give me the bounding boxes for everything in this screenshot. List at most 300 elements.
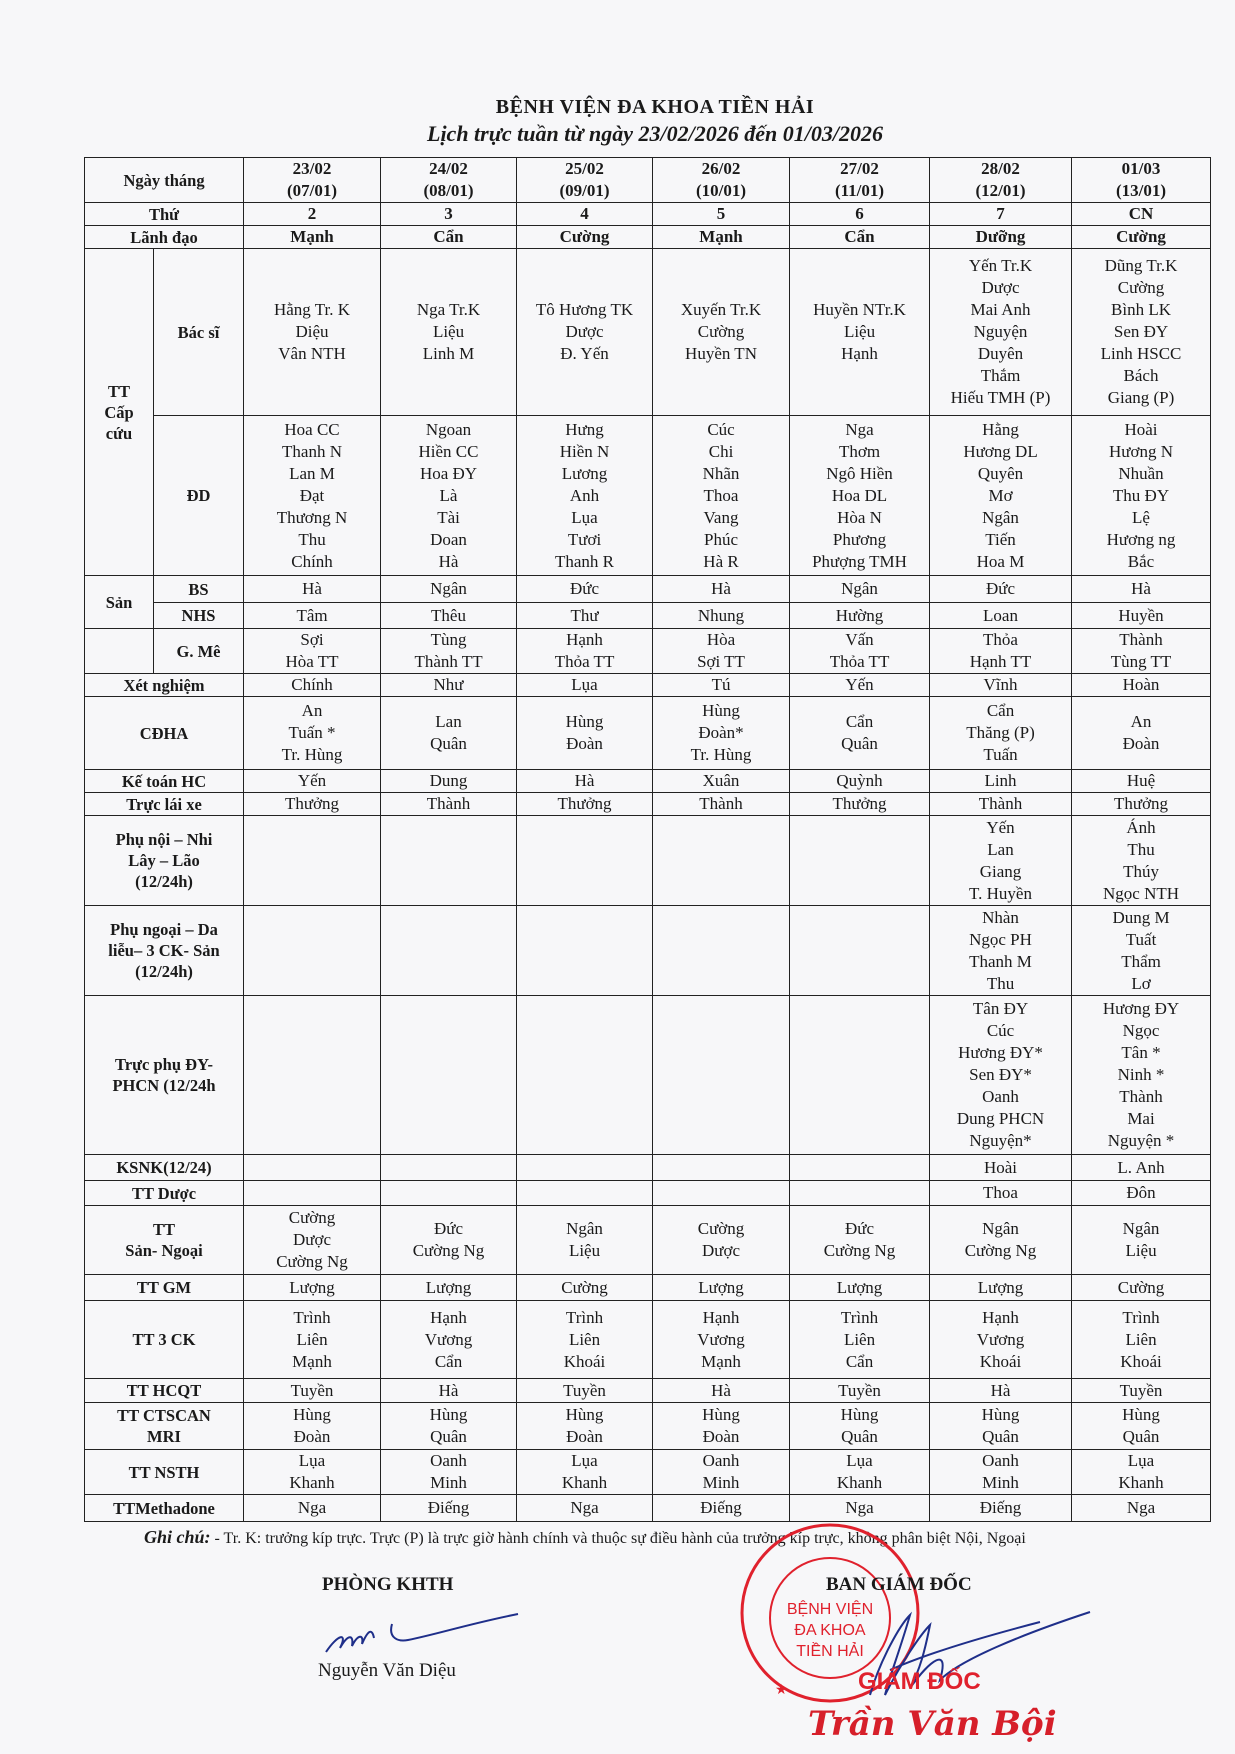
staff-name: Hòa TT [285, 652, 339, 671]
staff-name: 7 [996, 204, 1005, 223]
staff-name: Hùng [429, 1405, 468, 1424]
schedule-cell [517, 1206, 653, 1275]
staff-name: Lương [561, 463, 608, 483]
staff-name: Phương [832, 529, 887, 549]
schedule-cell [244, 158, 381, 203]
staff-name: Điếng [979, 1498, 1022, 1517]
staff-name: Cẩn [844, 227, 875, 246]
schedule-row-phu-noi-nhi-lay-lao-12-24h [85, 816, 1211, 906]
schedule-cell [1072, 1155, 1211, 1181]
staff-name: 3 [444, 204, 453, 223]
row-label [85, 816, 244, 906]
staff-name: Khoái [563, 1351, 606, 1371]
row-label [85, 697, 244, 770]
staff-name: Dung PHCN [956, 1109, 1045, 1128]
staff-name: Lượng [836, 1277, 883, 1297]
schedule-cell [930, 226, 1072, 249]
director-name: Trần Văn Bội [808, 1704, 1057, 1744]
dept-heading: PHÒNG KHTH [322, 1574, 454, 1595]
schedule-cell [244, 1450, 381, 1495]
schedule-cell [790, 249, 930, 416]
schedule-cell [1072, 816, 1211, 906]
duty-schedule-table [84, 157, 1211, 1522]
staff-name: Khanh [561, 1473, 608, 1492]
schedule-title: Lịch trực tuần từ ngày 23/02/2026 đến 01/03/2026 [427, 121, 883, 146]
schedule-cell [930, 1450, 1072, 1495]
staff-name: Hùng [1122, 1405, 1160, 1424]
staff-name: Cẩn [986, 701, 1015, 720]
staff-name: Tươi [567, 529, 602, 549]
staff-name: Ánh [1126, 817, 1156, 837]
schedule-cell [244, 1495, 381, 1522]
staff-name: Phượng TMH [812, 551, 907, 571]
staff-name: Lụa [298, 1451, 326, 1470]
dept-signature [318, 1604, 538, 1660]
staff-name: Thành TT [414, 652, 483, 671]
row-label-line: (12/24h) [135, 872, 193, 891]
schedule-cell [381, 906, 517, 996]
staff-name: Liệu [568, 1241, 601, 1260]
staff-name: Lượng [289, 1277, 335, 1297]
staff-name: Hương DL [963, 441, 1038, 461]
staff-name: 2 [307, 204, 317, 223]
schedule-row-g-me [85, 629, 1211, 674]
staff-name: Đức [844, 1219, 875, 1238]
staff-name: Yến [297, 771, 327, 790]
row-label [85, 226, 244, 249]
schedule-cell [381, 1450, 517, 1495]
staff-name: Hằng [982, 419, 1019, 439]
schedule-cell [653, 249, 790, 416]
schedule-cell [1072, 996, 1211, 1155]
row-label-line: G. Mê [176, 641, 221, 661]
schedule-cell [517, 1450, 653, 1495]
staff-name: Hoa CC [284, 419, 340, 439]
schedule-row-phu-ngoai-da-lieu-3-ck-san-12-24h [85, 906, 1211, 996]
schedule-row-tt-3-ck [85, 1301, 1211, 1379]
staff-name: Oanh [982, 1087, 1019, 1106]
row-label-line: NHS [181, 606, 216, 625]
staff-name: Dược [702, 1241, 741, 1260]
staff-name: Lệ [1132, 507, 1150, 527]
staff-name: Hoài [983, 1157, 1018, 1177]
staff-name: Thành [699, 794, 743, 813]
staff-name: Hoa M [976, 551, 1025, 571]
schedule-cell [1072, 249, 1211, 416]
schedule-cell [790, 1275, 930, 1301]
staff-name: Thư [570, 605, 599, 625]
staff-name: Là [439, 485, 458, 505]
row-label [154, 576, 244, 603]
row-label [85, 1155, 244, 1181]
staff-name: Lụa [571, 507, 598, 527]
staff-name: Anh [569, 485, 600, 505]
row-label-line: PHCN (12/24h [112, 1076, 216, 1095]
schedule-row-bac-si [85, 249, 1211, 416]
staff-name: Quỳnh [836, 771, 883, 790]
schedule-cell [1072, 158, 1211, 203]
row-label [85, 770, 244, 793]
staff-name: Ninh * [1117, 1065, 1165, 1084]
schedule-cell [517, 249, 653, 416]
staff-name: Linh [984, 771, 1017, 790]
schedule-cell [244, 1155, 381, 1181]
schedule-cell [790, 576, 930, 603]
schedule-cell [517, 1181, 653, 1206]
schedule-cell [653, 1450, 790, 1495]
schedule-cell [790, 1181, 930, 1206]
staff-name: Liệu [1125, 1241, 1157, 1260]
schedule-cell [790, 697, 930, 770]
staff-name: Sen ĐY* [969, 1065, 1032, 1084]
staff-name: Hạnh [702, 1307, 740, 1327]
staff-name: Hương ĐY [1102, 999, 1180, 1018]
staff-name: Diệu [295, 322, 329, 341]
row-label-line: Lãnh đạo [130, 227, 198, 247]
staff-name: Hưng [565, 419, 604, 439]
staff-name: Thỏa TT [829, 652, 890, 671]
staff-name: Lan [987, 839, 1014, 859]
schedule-cell [517, 697, 653, 770]
schedule-row-tt-ctscan-mri [85, 1403, 1211, 1450]
schedule-cell [653, 1206, 790, 1275]
schedule-cell [517, 1275, 653, 1301]
staff-name: Huệ [1126, 771, 1156, 790]
staff-name: Ngọc NTH [1103, 883, 1180, 903]
staff-name: (13/01) [1115, 181, 1167, 200]
schedule-cell [381, 416, 517, 576]
schedule-cell [1072, 674, 1211, 697]
schedule-cell [653, 1379, 790, 1403]
schedule-cell [244, 816, 381, 906]
staff-name: Lượng [977, 1277, 1024, 1297]
group-label [85, 576, 154, 629]
row-label [85, 996, 244, 1155]
staff-name: 6 [855, 204, 864, 223]
schedule-cell [517, 906, 653, 996]
staff-name: Liên [1125, 1329, 1157, 1349]
schedule-row-ke-toan-hc [85, 770, 1211, 793]
staff-name: Tân * [1121, 1043, 1161, 1062]
staff-name: Đức [433, 1219, 464, 1238]
staff-name: Thúy [1123, 861, 1159, 881]
schedule-cell [517, 158, 653, 203]
row-label [85, 1301, 244, 1379]
staff-name: Liên [568, 1329, 601, 1349]
schedule-cell [1072, 1450, 1211, 1495]
staff-name: Hường [835, 605, 884, 625]
staff-name: 25/02 [565, 159, 604, 178]
staff-name: Bách [1123, 366, 1159, 385]
staff-name: Khanh [1118, 1473, 1164, 1492]
schedule-cell [517, 793, 653, 816]
schedule-cell [790, 603, 930, 629]
row-label [85, 674, 244, 697]
staff-name: Trình [1122, 1307, 1160, 1327]
schedule-cell [1072, 203, 1211, 226]
schedule-cell [1072, 1379, 1211, 1403]
group-label-line: cứu [105, 423, 133, 443]
staff-name: Nguyện [973, 322, 1028, 341]
staff-name: Hùng [840, 1405, 879, 1424]
staff-name: Nhàn [982, 907, 1019, 927]
staff-name: Nga Tr.K [416, 300, 481, 319]
staff-name: (12/01) [975, 181, 1026, 200]
schedule-cell [653, 1301, 790, 1379]
schedule-cell [653, 629, 790, 674]
staff-name: Hà [1131, 579, 1151, 598]
schedule-cell [930, 203, 1072, 226]
board-heading: BAN GIÁM ĐỐC [826, 1574, 972, 1595]
schedule-cell [653, 603, 790, 629]
row-label-line: (12/24h) [135, 962, 193, 981]
staff-name: Nga [845, 419, 874, 439]
staff-name: Hòa N [837, 507, 882, 527]
row-label-line: MRI [147, 1427, 181, 1446]
schedule-cell [790, 674, 930, 697]
staff-name: Tài [437, 507, 460, 527]
staff-name: Nhãn [702, 463, 740, 483]
row-label [154, 416, 244, 576]
staff-name: Dũng Tr.K [1104, 256, 1178, 275]
schedule-cell [790, 1155, 930, 1181]
schedule-cell [244, 576, 381, 603]
staff-name: Thành [978, 794, 1023, 813]
row-label [154, 629, 244, 674]
staff-name: Lụa [846, 1451, 873, 1470]
staff-name: Yến [986, 817, 1015, 837]
staff-name: Thỏa TT [554, 652, 615, 671]
staff-name: Lan M [289, 463, 335, 483]
schedule-row-ngay-thang [85, 158, 1211, 203]
staff-name: Trình [840, 1307, 879, 1327]
staff-name: Dung [429, 771, 468, 790]
schedule-row-truc-lai-xe [85, 793, 1211, 816]
schedule-cell [1072, 906, 1211, 996]
schedule-cell [930, 793, 1072, 816]
staff-name: Linh M [422, 344, 475, 363]
schedule-cell [1072, 1301, 1211, 1379]
schedule-cell [244, 203, 381, 226]
staff-name: Tô Hương TK [535, 300, 634, 319]
staff-name: Hùng [981, 1405, 1020, 1424]
schedule-cell [790, 629, 930, 674]
stamp-line-1: BỆNH VIỆN [786, 1601, 874, 1618]
row-label-line: TT HCQT [126, 1381, 202, 1400]
schedule-cell [381, 996, 517, 1155]
staff-name: Thăng (P) [966, 723, 1035, 742]
schedule-cell [1072, 576, 1211, 603]
schedule-cell [244, 697, 381, 770]
staff-name: Huyền NTr.K [813, 300, 906, 319]
schedule-row-tt-san-ngoai [85, 1206, 1211, 1275]
schedule-cell [244, 1275, 381, 1301]
staff-name: (10/01) [695, 181, 747, 200]
schedule-cell [653, 1181, 790, 1206]
staff-name: Mơ [988, 485, 1013, 505]
schedule-cell [244, 906, 381, 996]
staff-name: Tâm [296, 605, 328, 625]
staff-name: Oanh [982, 1451, 1019, 1470]
staff-name: Duyên [977, 344, 1024, 363]
staff-name: An [1130, 712, 1152, 731]
staff-name: Giang [979, 861, 1022, 881]
staff-name: Quân [841, 1427, 878, 1446]
schedule-row-ttmethadone [85, 1495, 1211, 1522]
staff-name: Đoàn [566, 1427, 603, 1446]
schedule-cell [930, 1181, 1072, 1206]
staff-name: Nga [570, 1498, 599, 1517]
staff-name: Hiếu TMH (P) [950, 388, 1051, 407]
staff-name: Vương [424, 1329, 473, 1349]
schedule-cell [244, 996, 381, 1155]
staff-name: Hoa ĐY [419, 463, 478, 483]
schedule-cell [244, 1181, 381, 1206]
schedule-cell [930, 996, 1072, 1155]
staff-name: Oanh [430, 1451, 467, 1470]
schedule-cell [790, 1379, 930, 1403]
staff-name: T. Huyền [969, 883, 1032, 903]
schedule-cell [930, 603, 1072, 629]
row-label [85, 1206, 244, 1275]
schedule-cell [1072, 416, 1211, 576]
staff-name: (07/01) [286, 181, 338, 200]
staff-name: Linh HSCC [1100, 344, 1182, 363]
schedule-cell [790, 816, 930, 906]
staff-name: Lụa [571, 675, 598, 694]
row-label-line: liễu– 3 CK- Sản [108, 941, 220, 960]
staff-name: Lụa [571, 1451, 598, 1470]
staff-name: Ngân [1122, 1219, 1160, 1238]
schedule-row-tt-duoc [85, 1181, 1211, 1206]
staff-name: Xuân [702, 771, 740, 790]
staff-name: Mạnh [699, 227, 743, 246]
staff-name: Khanh [836, 1473, 883, 1492]
schedule-cell [517, 816, 653, 906]
schedule-cell [381, 603, 517, 629]
schedule-cell [930, 906, 1072, 996]
staff-name: Thu [986, 973, 1015, 993]
staff-name: Cẩn [434, 1351, 463, 1371]
staff-name: Hương N [1109, 441, 1174, 461]
schedule-cell [244, 226, 381, 249]
staff-name: Hạnh [841, 344, 878, 363]
staff-name: Vương [697, 1329, 745, 1349]
staff-name: Khoái [979, 1351, 1022, 1371]
staff-name: Tuyền [1119, 1380, 1163, 1400]
row-label-line: BS [188, 579, 209, 599]
staff-name: Cẩn [433, 227, 464, 246]
staff-name: Thỏa [983, 630, 1018, 649]
staff-name: Tr. Hùng [281, 745, 343, 764]
staff-name: Oanh [702, 1451, 740, 1470]
staff-name: Bình LK [1111, 300, 1171, 319]
row-label [85, 1450, 244, 1495]
staff-name: Đôn [1126, 1183, 1156, 1202]
staff-name: 28/02 [981, 159, 1020, 178]
staff-name: Mai [1127, 1109, 1155, 1128]
staff-name: 4 [580, 204, 589, 223]
schedule-cell [1072, 1495, 1211, 1522]
staff-name: Tuấn [983, 745, 1018, 764]
staff-name: Thưởng [284, 794, 340, 813]
staff-name: Hà [302, 579, 322, 598]
staff-name: Khoái [1120, 1351, 1162, 1371]
staff-name: Yến [845, 675, 874, 694]
row-label-line: Trực lái xe [126, 794, 202, 814]
staff-name: Nhung [697, 605, 745, 625]
staff-name: Vấn [845, 630, 874, 649]
staff-name: Đoàn [702, 1427, 740, 1446]
staff-name: Tuyền [563, 1380, 606, 1400]
staff-name: Vương [976, 1329, 1025, 1349]
schedule-cell [381, 629, 517, 674]
schedule-row-tt-hcqt [85, 1379, 1211, 1403]
row-label-line: Ngày tháng [123, 170, 205, 190]
staff-name: Mạnh [290, 227, 334, 246]
staff-name: Nga [1126, 1498, 1156, 1517]
row-label-line: TT GM [136, 1278, 192, 1297]
staff-name: Dưỡng [975, 227, 1026, 246]
staff-name: Lan [435, 712, 462, 731]
staff-name: Mai Anh [970, 300, 1031, 319]
row-label-line: Sản- Ngoại [125, 1241, 203, 1260]
row-label [85, 203, 244, 226]
schedule-cell [517, 576, 653, 603]
group-label-line: Sản [105, 592, 133, 612]
schedule-cell [653, 697, 790, 770]
schedule-cell [381, 226, 517, 249]
schedule-cell [517, 1379, 653, 1403]
staff-name: Chi [708, 441, 734, 461]
staff-name: (08/01) [423, 181, 474, 200]
schedule-cell [930, 816, 1072, 906]
staff-name: Dược [981, 278, 1020, 297]
schedule-cell [930, 1275, 1072, 1301]
schedule-cell [1072, 603, 1211, 629]
staff-name: Hùng [293, 1405, 331, 1424]
staff-name: Hạnh [566, 630, 603, 649]
staff-name: 23/02 [292, 159, 332, 178]
row-label [85, 793, 244, 816]
staff-name: Lơ [1131, 973, 1151, 993]
row-label-line: TTMethadone [113, 1498, 215, 1518]
row-label-line: TT [153, 1220, 176, 1239]
row-label-line: KSNK(12/24) [116, 1158, 212, 1177]
staff-name: Quân [430, 1427, 467, 1446]
staff-name: Hòa [706, 630, 736, 649]
schedule-cell [653, 793, 790, 816]
staff-name: Hà [711, 579, 731, 598]
row-label-line: Phụ ngoại – Da [110, 920, 218, 939]
staff-name: Hoài [1124, 419, 1158, 439]
schedule-cell [381, 1403, 517, 1450]
staff-name: Ngoan [425, 419, 472, 439]
row-label [154, 249, 244, 416]
schedule-cell [930, 1495, 1072, 1522]
staff-name: Yến Tr.K [968, 256, 1033, 275]
staff-name: Minh [430, 1473, 467, 1492]
staff-name: Đ. Yến [560, 344, 609, 363]
staff-name: Hạnh TT [969, 652, 1032, 671]
schedule-cell [930, 1301, 1072, 1379]
schedule-cell [244, 1301, 381, 1379]
staff-name: Thắm [980, 366, 1021, 385]
schedule-cell [930, 158, 1072, 203]
schedule-cell [790, 1450, 930, 1495]
staff-name: Thu [1127, 839, 1155, 859]
staff-name: Điếng [700, 1498, 742, 1517]
